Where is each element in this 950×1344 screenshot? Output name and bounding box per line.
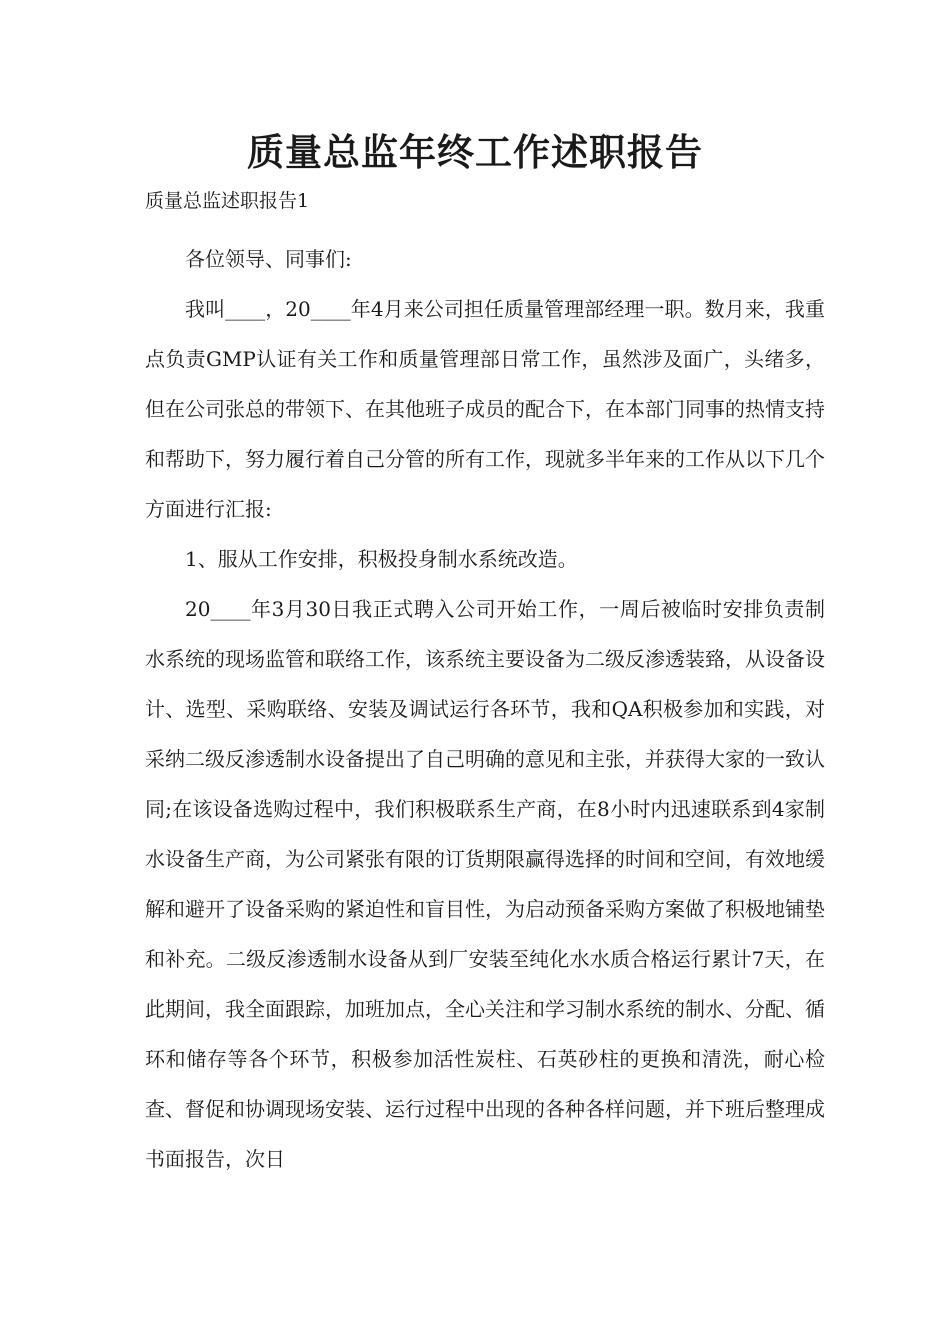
document-title: 质量总监年终工作述职报告 <box>247 131 703 174</box>
document-body <box>145 234 825 1184</box>
paragraph-greeting: 各位领导、同事们: <box>185 247 352 271</box>
paragraph-water-system: 20____年3月30日我正式聘入公司开始工作，一周后被临时安排负责制水系统的现场监管和联络工作，该系统主要设备为二级反渗透装臵，从设备设计、选型、采购联络、安装及调试运行各环节，我和QA积极参加和实践，对采纳二级反渗透制水设备提出了自己明确的意见和主张，并获得大家的一致认同;在该设备选购过程中，我们积极联系生产商，在8小时内迅速联系到4家制水设备生产商，为公司紧张有限的订货期限赢得选择的时间和空间，有效地缓解和避开了设备采购的紧迫性和盲目性，为启动预备采购方案做了积极地铺垫和补充。二级反渗透制水设备从到厂安装至纯化水水质合格运行累计7天，在此期间，我全面跟踪，加班加点，全心关注和学习制水系统的制水、分配、循环和储存等各个环节，积极参加活性炭柱、石英砂柱的更换和清洗，耐心检查、督促和协调现场安装、运行过程中出现的各种各样问题，并下班后整理成书面报告，次日 <box>145 597 825 1171</box>
paragraph-section-heading: 1、服从工作安排，积极投身制水系统改造。 <box>185 547 578 571</box>
document-subtitle: 质量总监述职报告1 <box>145 190 310 212</box>
paragraph-intro: 我叫____，20____年4月来公司担任质量管理部经理一职。数月来，我重点负责GMP认证有关工作和质量管理部日常工作，虽然涉及面广，头绪多，但在公司张总的带领下、在其他班子成员的配合下，在本部门同事的热情支持和帮助下，努力履行着自己分管的所有工作，现就多半年来的工作从以下几个方面进行汇报: <box>145 297 825 521</box>
